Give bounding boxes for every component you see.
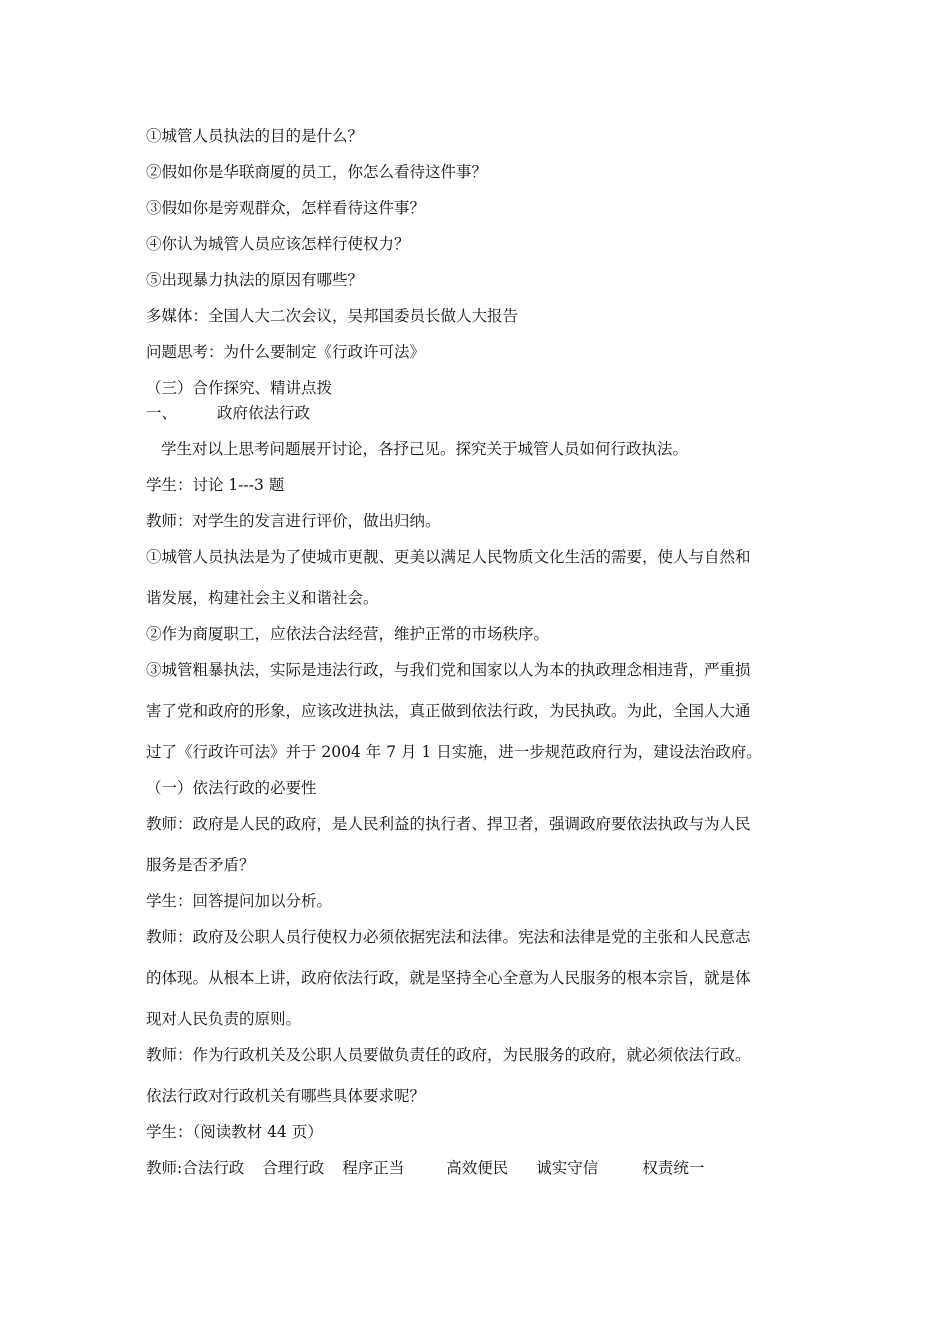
multimedia-note: 多媒体：全国人大二次会议，吴邦国委员长做人大报告	[146, 307, 519, 325]
term-item: 诚实守信	[536, 1159, 599, 1177]
paragraph-2: ②作为商厦职工，应依法合法经营，维护正常的市场秩序。	[146, 625, 550, 643]
student-line-1: 学生：讨论 1---3 题	[146, 476, 285, 494]
question-3: ③假如你是旁观群众，怎样看待这件事？	[146, 199, 426, 217]
student-line-2: 学生：回答提问加以分析。	[146, 892, 333, 910]
terms-prefix: 教师:	[146, 1159, 183, 1177]
question-5: ⑤出现暴力执法的原因有哪些？	[146, 271, 364, 289]
teacher-line-2b: 服务是否矛盾？	[146, 856, 255, 874]
student-line-3: 学生：（阅读教材 44 页）	[146, 1123, 323, 1141]
part-heading	[146, 403, 310, 423]
paragraph-1-line-1: ①城管人员执法是为了使城市更靓、更美以满足人民物质文化生活的需要，使人与自然和	[146, 548, 751, 566]
teacher-line-4a: 教师：作为行政机关及公职人员要做负责任的政府，为民服务的政府，就必须依法行政。	[146, 1046, 751, 1064]
teacher-terms-line	[146, 1158, 704, 1178]
teacher-line-3c: 现对人民负责的原则。	[146, 1010, 302, 1028]
term-item: 合理行政	[262, 1159, 325, 1177]
question-2: ②假如你是华联商厦的员工，你怎么看待这件事？	[146, 163, 488, 181]
intro-paragraph: 学生对以上思考问题展开讨论，各抒己见。探究关于城管人员如何行政执法。	[161, 440, 689, 458]
term-item: 权责统一	[642, 1159, 705, 1177]
term-item: 程序正当	[342, 1159, 405, 1177]
part-title: 政府依法行政	[217, 404, 311, 422]
question-4: ④你认为城管人员应该怎样行使权力？	[146, 235, 410, 253]
paragraph-3-line-1: ③城管粗暴执法，实际是违法行政，与我们党和国家以人为本的执政理念相违背，严重损	[146, 661, 751, 679]
teacher-line-1: 教师：对学生的发言进行评价，做出归纳。	[146, 512, 441, 530]
paragraph-3-line-3: 过了《行政许可法》并于 2004 年 7 月 1 日实施，进一步规范政府行为，建设法治政府。	[146, 743, 762, 761]
term-item: 合法行政	[182, 1159, 245, 1177]
part-number: 一、	[146, 404, 178, 422]
teacher-line-3b: 的体现。从根本上讲，政府依法行政，就是坚持全心全意为人民服务的根本宗旨，就是体	[146, 969, 751, 987]
question-1: ①城管人员执法的目的是什么？	[146, 127, 364, 145]
term-item: 高效便民	[446, 1159, 509, 1177]
teacher-line-4b: 依法行政对行政机关有哪些具体要求呢？	[146, 1087, 426, 1105]
section-heading: （三）合作探究、精讲点拨	[146, 379, 333, 397]
teacher-line-3a: 教师：政府及公职人员行使权力必须依据宪法和法律。宪法和法律是党的主张和人民意志	[146, 928, 751, 946]
teacher-line-2a: 教师：政府是人民的政府，是人民利益的执行者、捍卫者，强调政府要依法执政与为人民	[146, 815, 751, 833]
subsection-heading: （一）依法行政的必要性	[146, 779, 317, 797]
paragraph-3-line-2: 害了党和政府的形象，应该改进执法，真正做到依法行政，为民执政。为此，全国人大通	[146, 702, 751, 720]
paragraph-1-line-2: 谐发展，构建社会主义和谐社会。	[146, 589, 379, 607]
question-think: 问题思考：为什么要制定《行政许可法》	[146, 343, 426, 361]
